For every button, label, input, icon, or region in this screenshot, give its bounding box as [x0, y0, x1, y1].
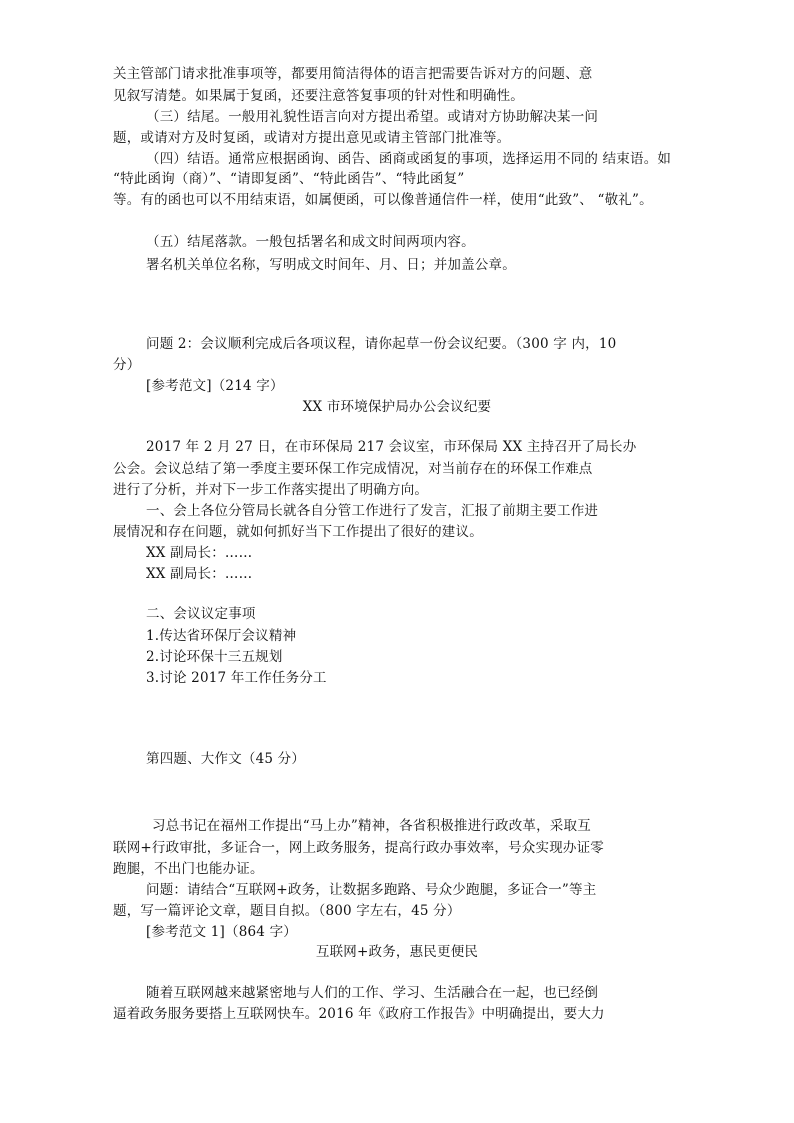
paragraph-line: 习总书记在福州工作提出“马上办”精神，各省积极推进行政改革，采取互 — [152, 818, 591, 834]
paragraph-line: 进行了分析，并对下一步工作落实提出了明确方向。 — [113, 482, 429, 498]
paragraph-line: 见叙写清楚。如果属于复函，还要注意答复事项的针对性和明确性。 — [113, 88, 524, 104]
list-item: 1.传达省环保厅会议精神 — [146, 628, 297, 644]
question-line: 问题 2：会议顺利完成后各项议程，请你起草一份会议纪要。（300 字 内，10 — [146, 336, 617, 352]
paragraph-line: 展情况和存在问题，就如何抓好当下工作提出了很好的建议。 — [113, 524, 483, 540]
paragraph-line: 等。有的函也可以不用结束语，如属便函，可以像普通信件一样，使用“此致”、 “敬礼”。 — [113, 192, 653, 208]
essay-title: 互联网+政务，惠民更便民 — [315, 944, 479, 960]
paragraph-line: （五）结尾落款。一般包括署名和成文时间两项内容。 — [146, 234, 475, 250]
essay-title: XX 市环境保护局办公会议纪要 — [302, 399, 492, 415]
paragraph-line: （四）结语。通常应根据函询、函告、函商或函复的事项，选择运用不同的 结束语。如 — [146, 151, 672, 167]
paragraph-line: 逼着政务服务要搭上互联网快车。2016 年《政府工作报告》中明确提出，要大力 — [113, 1006, 605, 1022]
paragraph-line: “特此函询（商）”、“请即复函”、“特此函告”、“特此函复” — [113, 171, 465, 187]
question-line: 题，写一篇评论文章，题目自拟。（800 字左右，45 分） — [113, 903, 461, 919]
section-heading: 二、会议议定事项 — [146, 606, 256, 622]
paragraph-line: 署名机关单位名称，写明成文时间年、月、日；并加盖公章。 — [146, 257, 516, 273]
list-item: 3.讨论 2017 年工作任务分工 — [146, 670, 327, 686]
paragraph-line: 随着互联网越来越紧密地与人们的工作、学习、生活融合在一起，也已经倒 — [146, 985, 599, 1001]
paragraph-line: （三）结尾。一般用礼貌性语言向对方提出希望。或请对方协助解决某一问 — [146, 109, 599, 125]
paragraph-line: XX 副局长：…… — [146, 566, 253, 582]
paragraph-line: 跑腿，不出门也能办证。 — [113, 861, 264, 877]
question-line: 分） — [113, 357, 141, 373]
paragraph-line: 联网+行政审批，多证合一，网上政务服务，提高行政办事效率，号众实现办证零 — [113, 840, 605, 856]
section-heading: 第四题、大作文（45 分） — [146, 751, 306, 767]
paragraph-line: 题，或请对方及时复函，或请对方提出意见或请主管部门批准等。 — [113, 130, 511, 146]
reference-label: [参考范文]（214 字） — [146, 378, 284, 394]
question-line: 问题：请结合“互联网+政务，让数据多跑路、号众少跑腿，多证合一”等主 — [146, 882, 597, 898]
paragraph-line: XX 副局长：…… — [146, 545, 253, 561]
paragraph-line: 公会。会议总结了第一季度主要环保工作完成情况，对当前存在的环保工作难点 — [113, 461, 593, 477]
reference-label: [参考范文 1]（864 字） — [146, 924, 297, 940]
paragraph-line: 关主管部门请求批准事项等，都要用简洁得体的语言把需要告诉对方的问题、意 — [113, 66, 593, 82]
list-item: 2.讨论环保十三五规划 — [146, 649, 283, 665]
paragraph-line: 2017 年 2 月 27 日，在市环保局 217 会议室，市环保局 XX 主持召开了局长办 — [146, 439, 637, 455]
paragraph-line: 一、会上各位分管局长就各自分管工作进行了发言，汇报了前期主要工作进 — [146, 503, 599, 519]
